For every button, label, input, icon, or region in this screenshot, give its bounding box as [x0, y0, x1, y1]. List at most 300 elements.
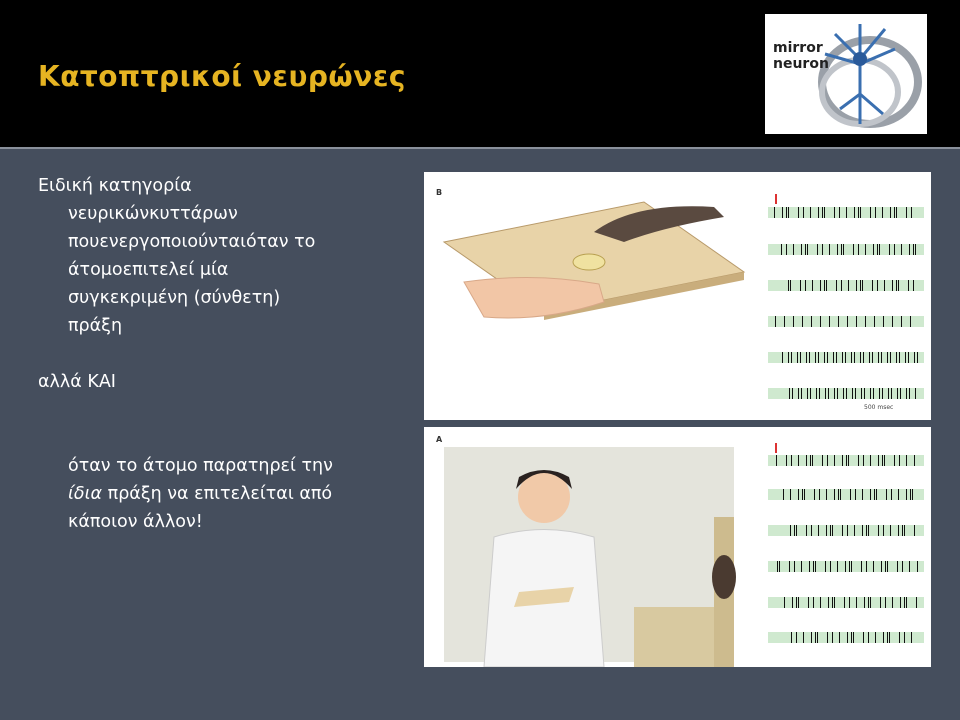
spike-tick	[837, 388, 838, 399]
spike-tick	[908, 280, 909, 291]
spike-tick	[824, 352, 825, 363]
spike-tick	[845, 561, 846, 572]
spike-tick	[912, 489, 913, 500]
spike-tick	[909, 244, 910, 255]
spike-tick	[882, 455, 883, 466]
spike-tick	[899, 455, 900, 466]
spike-tick	[806, 352, 807, 363]
spike-trace	[768, 561, 924, 572]
spike-trace	[768, 388, 924, 399]
spike-tick	[838, 489, 839, 500]
spike-tick	[877, 244, 878, 255]
spike-tick	[880, 597, 881, 608]
spike-tick	[881, 561, 882, 572]
spike-tick	[840, 489, 841, 500]
spike-tick	[911, 207, 912, 218]
spike-tick	[842, 455, 843, 466]
spike-tick	[862, 489, 863, 500]
spike-tick	[798, 207, 799, 218]
text-line: όταν το άτομο παρατηρεί την	[68, 456, 333, 476]
scale-label: 500 msec	[864, 404, 894, 411]
spike-tick	[794, 561, 795, 572]
spike-tick	[889, 244, 890, 255]
text-line: ίδια πράξη να επιτελείται από	[68, 484, 333, 504]
spike-tick	[883, 632, 884, 643]
spike-tick	[843, 388, 844, 399]
spike-tick	[784, 316, 785, 327]
spike-trace	[768, 352, 924, 363]
spike-tick	[847, 525, 848, 536]
spike-tick	[899, 352, 900, 363]
spike-tick	[845, 352, 846, 363]
spike-tick	[774, 207, 775, 218]
spike-tick	[846, 207, 847, 218]
text-line: πουενεργοποιούνταιόταν το	[68, 232, 316, 252]
spike-tick	[866, 525, 867, 536]
spike-tick	[864, 597, 865, 608]
spike-tick	[874, 489, 875, 500]
spike-tick	[825, 388, 826, 399]
spike-tick	[801, 388, 802, 399]
spike-tick	[815, 632, 816, 643]
spike-trace	[768, 489, 924, 500]
spike-tick	[892, 280, 893, 291]
spike-tick	[813, 597, 814, 608]
spike-tick	[809, 561, 810, 572]
stimulus-arrow-icon	[775, 194, 777, 204]
panel-label: B	[436, 188, 443, 197]
spike-tick	[902, 525, 903, 536]
spike-tick	[870, 489, 871, 500]
spike-tick	[870, 207, 871, 218]
spike-tick	[808, 597, 809, 608]
spike-tick	[913, 280, 914, 291]
text-line: συγκεκριμένη (σύνθετη)	[68, 288, 281, 308]
spike-tick	[798, 455, 799, 466]
experimenter-illustration	[424, 427, 764, 667]
spike-tick	[834, 207, 835, 218]
spike-tick	[794, 525, 795, 536]
spike-tick	[796, 597, 797, 608]
spike-tick	[909, 561, 910, 572]
spike-tick	[904, 525, 905, 536]
spike-tick	[884, 455, 885, 466]
spike-tick	[817, 244, 818, 255]
spike-tick	[860, 280, 861, 291]
spike-tick	[827, 455, 828, 466]
spike-tick	[792, 597, 793, 608]
spike-tick	[801, 561, 802, 572]
spike-tick	[800, 280, 801, 291]
spike-tick	[869, 352, 870, 363]
spike-tick	[878, 352, 879, 363]
spike-tick	[825, 561, 826, 572]
spike-tick	[890, 207, 891, 218]
spike-tick	[828, 388, 829, 399]
spike-tick	[790, 489, 791, 500]
spike-tick	[839, 632, 840, 643]
spike-tick	[861, 561, 862, 572]
spike-tick	[829, 244, 830, 255]
spike-tick	[892, 597, 893, 608]
spike-tick	[914, 352, 915, 363]
spike-trace	[768, 632, 924, 643]
spike-tick	[824, 207, 825, 218]
spike-tick	[875, 632, 876, 643]
spike-tick	[836, 280, 837, 291]
text-line: αλλά ΚΑΙ	[38, 372, 116, 392]
spike-tick	[822, 244, 823, 255]
spike-tick	[817, 632, 818, 643]
spike-tick	[906, 207, 907, 218]
spike-trace	[768, 316, 924, 327]
spike-tick	[806, 455, 807, 466]
spike-tick	[890, 352, 891, 363]
spike-tick	[868, 632, 869, 643]
spike-tick	[855, 489, 856, 500]
spike-tick	[784, 597, 785, 608]
spike-tick	[885, 561, 886, 572]
spike-tick	[810, 455, 811, 466]
spike-tick	[790, 525, 791, 536]
spike-tick	[894, 207, 895, 218]
spike-tick	[779, 561, 780, 572]
spike-tick	[904, 597, 905, 608]
spike-tick	[898, 525, 899, 536]
spike-tick	[868, 525, 869, 536]
spike-tick	[800, 352, 801, 363]
spike-tick	[791, 632, 792, 643]
spike-tick	[852, 388, 853, 399]
spike-tick	[782, 352, 783, 363]
spike-tick	[818, 207, 819, 218]
spike-tick	[813, 561, 814, 572]
neuron-icon	[765, 14, 927, 134]
spike-tick	[866, 561, 867, 572]
spike-tick	[876, 489, 877, 500]
spike-tick	[896, 280, 897, 291]
spike-tick	[875, 207, 876, 218]
spike-tick	[826, 489, 827, 500]
spike-tick	[820, 280, 821, 291]
spike-tick	[793, 316, 794, 327]
spike-trace	[768, 207, 924, 218]
spike-trace	[768, 597, 924, 608]
spike-tick	[830, 525, 831, 536]
spike-trace	[768, 455, 924, 466]
spike-tick	[902, 561, 903, 572]
spike-tick	[884, 280, 885, 291]
spike-tick	[834, 597, 835, 608]
text-line: πράξη	[68, 316, 123, 336]
spike-tick	[802, 316, 803, 327]
slide-title: Κατοπτρικοί νευρώνες	[38, 60, 406, 93]
spike-tick	[905, 352, 906, 363]
spike-tick	[790, 280, 791, 291]
spike-trace	[768, 280, 924, 291]
spike-tick	[873, 244, 874, 255]
spike-tick	[889, 632, 890, 643]
spike-tick	[865, 244, 866, 255]
spike-tick	[822, 455, 823, 466]
spike-tick	[782, 207, 783, 218]
spike-tick	[898, 280, 899, 291]
spike-tick	[873, 388, 874, 399]
spike-tick	[851, 352, 852, 363]
panel-label: A	[436, 435, 443, 444]
spike-tick	[897, 388, 898, 399]
spike-tick	[853, 632, 854, 643]
spike-tick	[862, 525, 863, 536]
spike-tick	[798, 489, 799, 500]
figure-panel-a	[424, 427, 931, 667]
spike-tick	[841, 280, 842, 291]
spike-tick	[854, 525, 855, 536]
spike-tick	[877, 280, 878, 291]
spike-tick	[805, 280, 806, 291]
spike-tick	[896, 352, 897, 363]
spike-tick	[846, 388, 847, 399]
spike-tick	[883, 316, 884, 327]
spike-tick	[829, 316, 830, 327]
spike-tick	[865, 316, 866, 327]
spike-tick	[850, 489, 851, 500]
spike-tick	[856, 316, 857, 327]
spike-tick	[824, 280, 825, 291]
spike-tick	[820, 597, 821, 608]
spike-tick	[789, 561, 790, 572]
spike-tick	[841, 244, 842, 255]
spike-tick	[916, 597, 917, 608]
spike-tick	[798, 597, 799, 608]
spike-tick	[881, 352, 882, 363]
spike-tick	[906, 489, 907, 500]
spike-tick	[917, 561, 918, 572]
spike-tick	[832, 525, 833, 536]
spike-tick	[851, 632, 852, 643]
spike-tick	[816, 388, 817, 399]
spike-tick	[917, 352, 918, 363]
spike-tick	[900, 597, 901, 608]
monkey-grasping-illustration	[424, 172, 764, 420]
spike-tick	[803, 632, 804, 643]
spike-tick	[892, 316, 893, 327]
spike-tick	[802, 489, 803, 500]
spike-tick	[834, 455, 835, 466]
spike-tick	[783, 489, 784, 500]
spike-tick	[804, 489, 805, 500]
spike-tick	[847, 632, 848, 643]
spike-tick	[906, 455, 907, 466]
spike-tick	[894, 455, 895, 466]
spike-tick	[915, 244, 916, 255]
spike-tick	[887, 632, 888, 643]
spike-tick	[809, 352, 810, 363]
spike-tick	[810, 207, 811, 218]
spike-tick	[904, 632, 905, 643]
stimulus-arrow-icon	[775, 443, 777, 453]
logo-text: mirror neuron	[773, 40, 829, 72]
spike-tick	[870, 597, 871, 608]
spike-tick	[855, 388, 856, 399]
spike-tick	[792, 388, 793, 399]
slide-body-text	[38, 172, 408, 536]
spike-tick	[848, 455, 849, 466]
spike-tick	[882, 207, 883, 218]
spike-tick	[798, 388, 799, 399]
spike-tick	[870, 388, 871, 399]
spike-tick	[873, 561, 874, 572]
spike-tick	[819, 489, 820, 500]
spike-tick	[776, 455, 777, 466]
spike-tick	[811, 316, 812, 327]
spike-tick	[914, 455, 915, 466]
spike-tick	[849, 561, 850, 572]
spike-tick	[886, 489, 887, 500]
slide-header	[0, 0, 960, 147]
spike-tick	[887, 561, 888, 572]
spike-tick	[847, 316, 848, 327]
spike-tick	[863, 632, 864, 643]
spike-tick	[833, 352, 834, 363]
spike-tick	[911, 632, 912, 643]
spike-tick	[839, 207, 840, 218]
spike-tick	[851, 561, 852, 572]
spike-tick	[811, 525, 812, 536]
text-line: νευρικώνκυττάρων	[68, 204, 238, 224]
spike-tick	[777, 561, 778, 572]
spike-tick	[898, 489, 899, 500]
spike-tick	[910, 489, 911, 500]
spike-tick	[890, 525, 891, 536]
spike-tick	[846, 455, 847, 466]
spike-tick	[791, 455, 792, 466]
spike-tick	[874, 316, 875, 327]
spike-tick	[828, 597, 829, 608]
spike-tick	[830, 561, 831, 572]
spike-tick	[812, 455, 813, 466]
spike-tick	[858, 207, 859, 218]
spike-tick	[819, 388, 820, 399]
spike-tick	[797, 352, 798, 363]
spike-tick	[837, 561, 838, 572]
spike-tick	[863, 455, 864, 466]
spike-tick	[910, 316, 911, 327]
spike-tick	[868, 597, 869, 608]
spike-tick	[788, 280, 789, 291]
spike-tick	[894, 244, 895, 255]
figure-panel-b	[424, 172, 931, 420]
spike-tick	[801, 244, 802, 255]
spike-tick	[862, 280, 863, 291]
spike-tick	[807, 388, 808, 399]
spike-tick	[781, 244, 782, 255]
spike-tick	[891, 388, 892, 399]
spike-tick	[854, 352, 855, 363]
spike-tick	[786, 207, 787, 218]
spike-tick	[827, 632, 828, 643]
text-line: Ειδική κατηγορία	[38, 176, 192, 196]
spike-tick	[879, 244, 880, 255]
spike-tick	[906, 388, 907, 399]
spike-tick	[848, 280, 849, 291]
spike-tick	[805, 244, 806, 255]
spike-tick	[887, 352, 888, 363]
spike-tick	[885, 597, 886, 608]
spike-tick	[812, 280, 813, 291]
spike-tick	[853, 244, 854, 255]
spike-tick	[832, 597, 833, 608]
spike-tick	[882, 388, 883, 399]
spike-tick	[843, 244, 844, 255]
spike-tick	[791, 352, 792, 363]
spike-tick	[900, 388, 901, 399]
spike-tick	[810, 388, 811, 399]
spike-tick	[860, 352, 861, 363]
spike-tick	[863, 352, 864, 363]
spike-tick	[796, 632, 797, 643]
spike-tick	[815, 561, 816, 572]
spike-tick	[914, 525, 915, 536]
spike-tick	[878, 455, 879, 466]
spike-tick	[789, 388, 790, 399]
spike-tick	[849, 597, 850, 608]
spike-tick	[815, 352, 816, 363]
spike-tick	[837, 244, 838, 255]
spike-tick	[864, 388, 865, 399]
spike-tick	[806, 525, 807, 536]
spike-tick	[870, 455, 871, 466]
spike-tick	[896, 207, 897, 218]
spike-tick	[901, 316, 902, 327]
spike-tick	[856, 597, 857, 608]
spike-tick	[814, 489, 815, 500]
spike-tick	[883, 525, 884, 536]
spike-tick	[906, 597, 907, 608]
text-line: κάποιον άλλον!	[68, 512, 203, 532]
spike-tick	[879, 388, 880, 399]
spike-tick	[888, 388, 889, 399]
spike-tick	[832, 632, 833, 643]
header-divider	[0, 147, 960, 149]
spike-tick	[891, 489, 892, 500]
spike-tick	[858, 244, 859, 255]
spike-tick	[822, 207, 823, 218]
spike-tick	[872, 352, 873, 363]
spike-tick	[803, 207, 804, 218]
spike-tick	[861, 388, 862, 399]
spike-tick	[915, 388, 916, 399]
spike-tick	[826, 280, 827, 291]
spike-tick	[826, 525, 827, 536]
spike-tick	[913, 244, 914, 255]
spike-tick	[796, 525, 797, 536]
spike-tick	[856, 280, 857, 291]
spike-tick	[909, 388, 910, 399]
spike-tick	[788, 207, 789, 218]
spike-tick	[793, 244, 794, 255]
spike-tick	[820, 316, 821, 327]
spike-tick	[834, 388, 835, 399]
spike-tick	[897, 561, 898, 572]
spike-tick	[811, 632, 812, 643]
spike-tick	[788, 352, 789, 363]
spike-tick	[908, 352, 909, 363]
spike-tick	[775, 316, 776, 327]
spike-tick	[786, 455, 787, 466]
spike-tick	[860, 207, 861, 218]
spike-tick	[899, 632, 900, 643]
